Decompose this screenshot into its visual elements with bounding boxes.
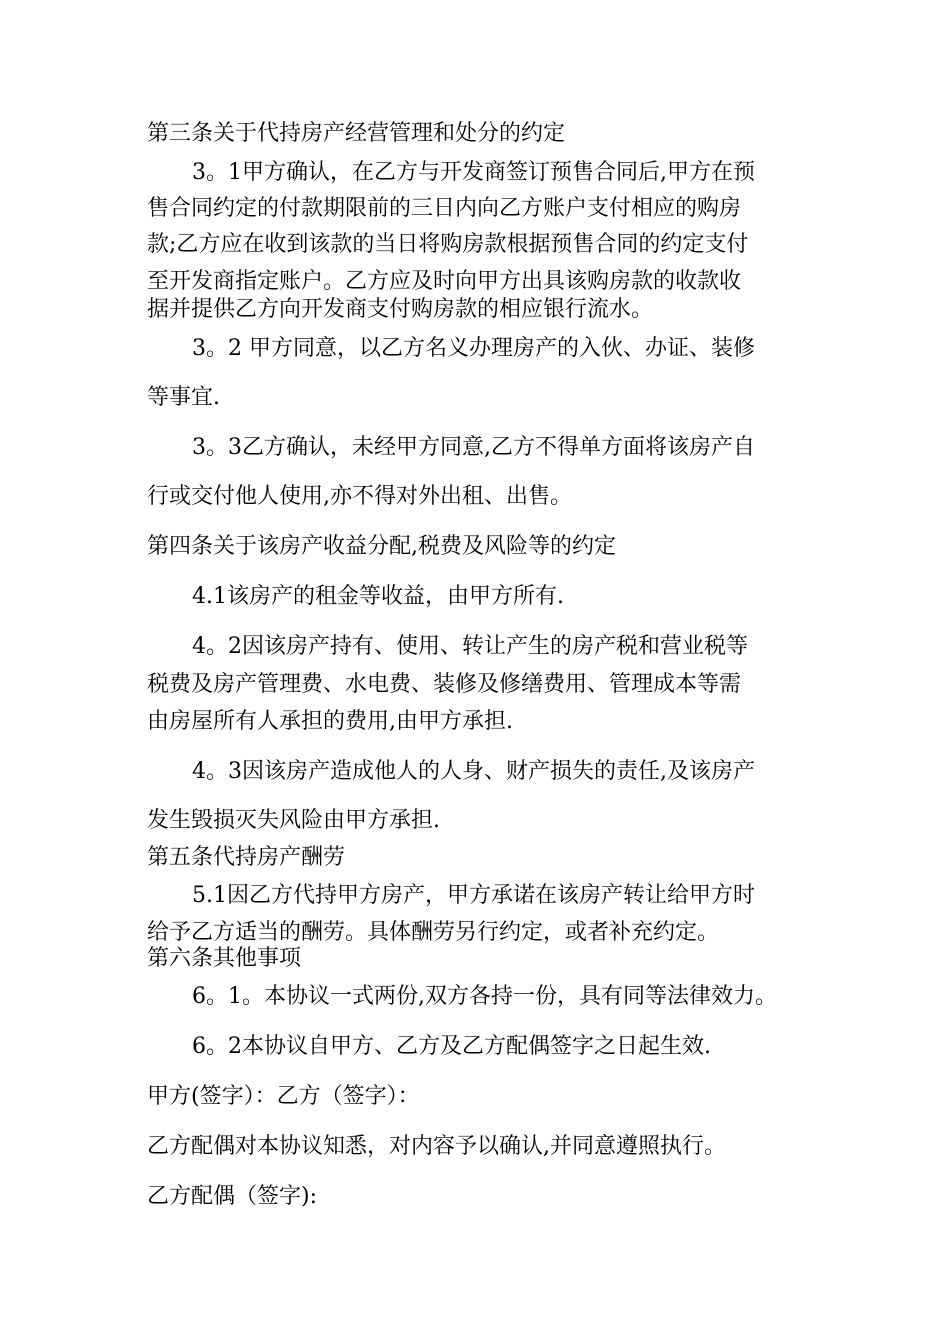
spouse-signature: 乙方配偶（签字):	[147, 1184, 317, 1209]
section-5-heading: 第五条代持房产酬劳	[147, 845, 346, 870]
clause-6-2-line-1: 6。2本协议自甲方、乙方及乙方配偶签字之日起生效.	[192, 1034, 711, 1059]
clause-3-3-line-2: 行或交付他人使用,亦不得对外出租、出售。	[147, 484, 572, 509]
clause-5-1-line-1: 5.1因乙方代持甲方房产，甲方承诺在该房产转让给甲方时	[192, 883, 755, 908]
clause-3-1-line-4: 至开发商指定账户。乙方应及时向甲方出具该购房款的收款收	[147, 269, 742, 294]
clause-4-2-line-1: 4。2因该房产持有、使用、转让产生的房产税和营业税等	[192, 634, 748, 659]
clause-4-1-line-1: 4.1该房产的租金等收益，由甲方所有.	[192, 584, 564, 609]
party-signatures: 甲方(签字）：乙方（签字）：	[147, 1084, 420, 1109]
clause-4-2-line-3: 由房屋所有人承担的费用,由甲方承担.	[147, 709, 513, 734]
clause-3-2-line-2: 等事宜.	[147, 385, 220, 410]
spouse-acknowledgement: 乙方配偶对本协议知悉，对内容予以确认,并同意遵照执行。	[147, 1134, 726, 1159]
clause-3-1-line-1: 3。1甲方确认，在乙方与开发商签订预售合同后,甲方在预	[192, 160, 755, 185]
clause-3-1-line-5: 据并提供乙方向开发商支付购房款的相应银行流水。	[147, 297, 654, 322]
section-3-heading: 第三条关于代持房产经营管理和处分的约定	[147, 121, 566, 146]
clause-4-2-line-2: 税费及房产管理费、水电费、装修及修缮费用、管理成本等需	[147, 672, 742, 697]
clause-3-1-line-2: 售合同约定的付款期限前的三日内向乙方账户支付相应的购房	[147, 196, 742, 221]
section-4-heading: 第四条关于该房产收益分配,税费及风险等的约定	[147, 534, 616, 559]
section-6-heading: 第六条其他事项	[147, 946, 302, 971]
clause-3-2-line-1: 3。2 甲方同意，以乙方名义办理房产的入伙、办证、装修	[192, 336, 755, 361]
clause-3-1-line-3: 款;乙方应在收到该款的当日将购房款根据预售合同的约定支付	[147, 232, 749, 257]
clause-4-3-line-2: 发生毁损灭失风险由甲方承担.	[147, 808, 440, 833]
clause-4-3-line-1: 4。3因该房产造成他人的人身、财产损失的责任,及该房产	[192, 759, 755, 784]
clause-6-1-line-1: 6。1。本协议一式两份,双方各持一份，具有同等法律效力。	[192, 984, 777, 1009]
clause-5-1-line-2: 给予乙方适当的酬劳。具体酬劳另行约定，或者补充约定。	[147, 920, 720, 945]
clause-3-3-line-1: 3。3乙方确认，未经甲方同意,乙方不得单方面将该房产自	[192, 435, 755, 460]
